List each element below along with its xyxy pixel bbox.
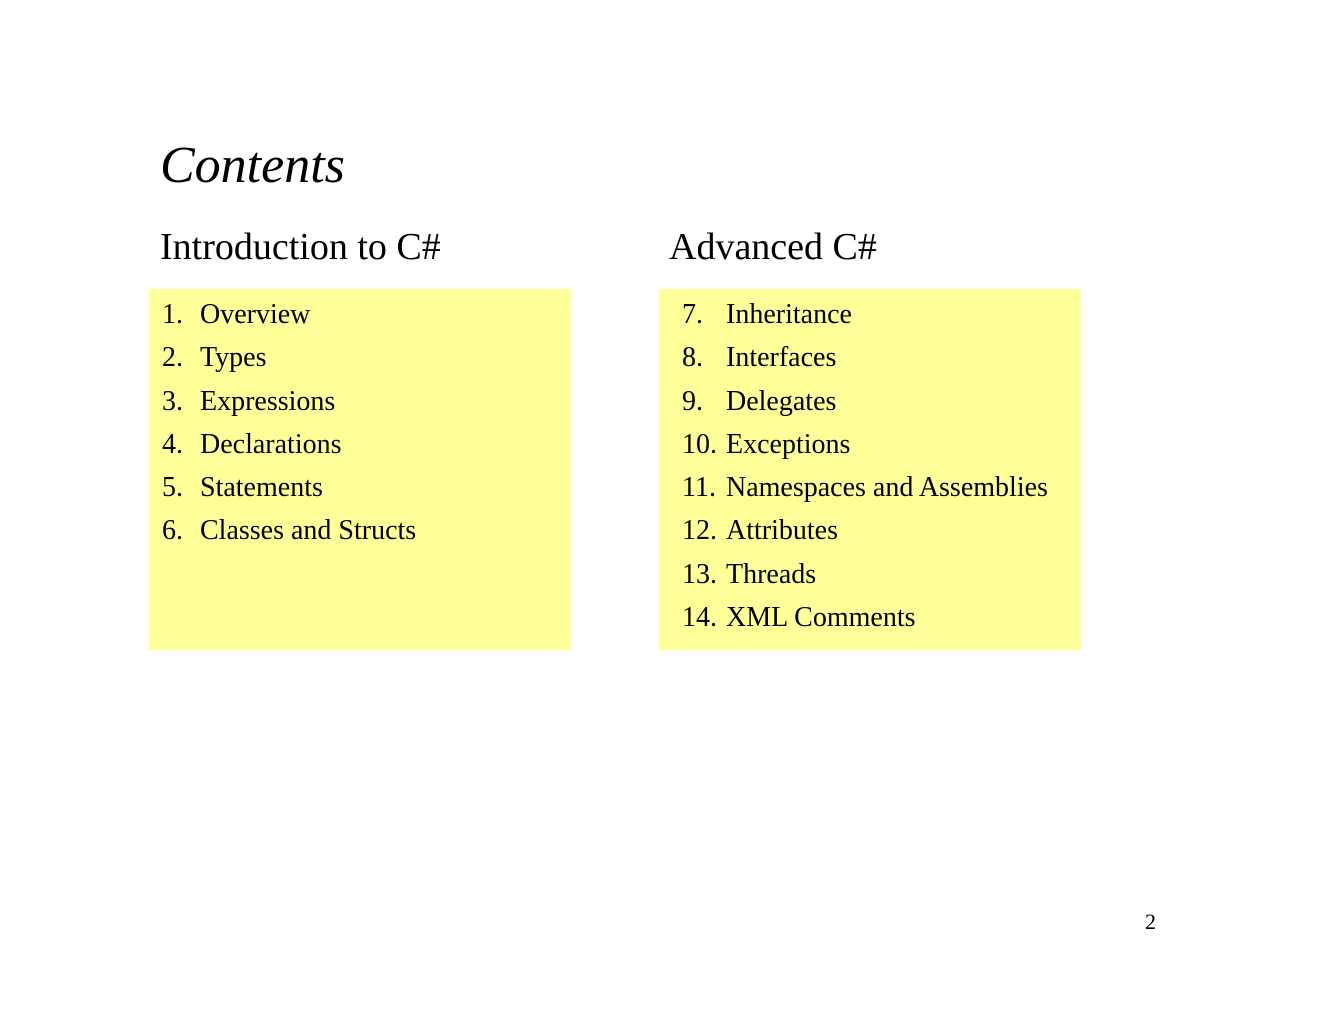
advanced-section-heading: Advanced C# [669, 226, 877, 268]
item-label: Exceptions [726, 428, 851, 460]
item-number: 14. [682, 602, 717, 634]
item-label: Attributes [726, 515, 838, 547]
advanced-topics-box [659, 289, 1081, 650]
item-number: 9. [682, 385, 703, 417]
intro-topics-list [162, 298, 416, 558]
item-number: 10. [682, 428, 717, 460]
item-label: Classes and Structs [200, 515, 417, 547]
page-number: 2 [1145, 909, 1156, 934]
item-number: 1. [162, 299, 183, 330]
item-label: Declarations [200, 428, 342, 460]
item-label: Statements [200, 472, 323, 504]
list-item [682, 298, 1048, 341]
item-label: Expressions [200, 385, 336, 417]
item-number: 11. [682, 472, 716, 504]
item-label: XML Comments [726, 602, 916, 634]
list-item [682, 601, 1048, 644]
item-number: 5. [162, 472, 183, 504]
list-item [162, 298, 416, 341]
list-item [682, 514, 1048, 557]
item-number: 8. [682, 342, 703, 374]
item-label: Namespaces and Assemblies [726, 472, 1048, 504]
list-item [162, 514, 416, 557]
item-label: Threads [726, 558, 817, 590]
intro-section-heading: Introduction to C# [160, 226, 441, 268]
item-number: 4. [162, 428, 183, 460]
item-label: Inheritance [726, 299, 852, 330]
item-number: 12. [682, 515, 717, 547]
list-item [682, 471, 1048, 514]
item-number: 3. [162, 385, 183, 417]
list-item [162, 385, 416, 428]
intro-topics-box [149, 289, 571, 650]
item-label: Delegates [726, 385, 837, 417]
item-number: 6. [162, 515, 183, 547]
list-item [162, 428, 416, 471]
item-label: Overview [200, 299, 311, 330]
list-item [682, 558, 1048, 601]
item-label: Types [200, 342, 267, 374]
item-number: 7. [682, 299, 703, 330]
list-item [162, 341, 416, 384]
list-item [682, 341, 1048, 384]
list-item [682, 428, 1048, 471]
list-item [162, 471, 416, 514]
item-number: 13. [682, 558, 717, 590]
advanced-topics-list [682, 298, 1048, 644]
item-number: 2. [162, 342, 183, 374]
item-label: Interfaces [726, 342, 837, 374]
list-item [682, 385, 1048, 428]
slide-title: Contents [160, 137, 345, 194]
